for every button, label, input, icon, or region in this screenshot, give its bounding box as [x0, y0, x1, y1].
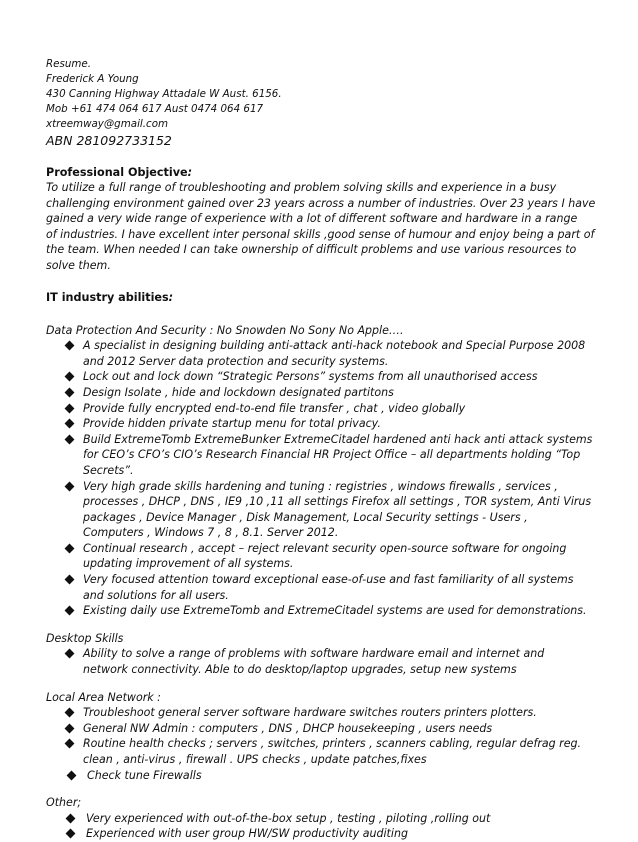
- objective-line: To utilize a full range of troubleshooting and problem solving skills and experience in a busy: [46, 181, 557, 194]
- diamond-bullet-icon: [65, 372, 74, 381]
- bullet-list: [46, 705, 598, 783]
- objective-line: solve them.: [46, 258, 111, 272]
- bullet-item: [46, 369, 598, 385]
- objective-line: of industries. I have excellent inter personal skills ,good sense of humour and enjoy being a part of: [46, 227, 595, 241]
- diamond-bullet-icon: [65, 482, 74, 491]
- bullet-item: [46, 768, 598, 784]
- diamond-bullet-icon: [65, 649, 74, 658]
- bullet-item: [46, 826, 598, 842]
- diamond-bullet-icon: [65, 404, 74, 413]
- bullet-item: [46, 736, 598, 767]
- person-name: Frederick A Young: [46, 73, 139, 85]
- diamond-bullet-icon: [66, 829, 75, 838]
- diamond-bullet-icon: [65, 341, 74, 350]
- skill-group-title: Desktop Skills: [46, 631, 124, 645]
- objective-line: the team. When needed I can take ownership of difficult problems and use various resources to: [46, 243, 577, 257]
- bullet-list: [46, 811, 598, 842]
- bullet-item: [46, 811, 598, 827]
- bullet-line: Very focused attention toward exceptional ease-of-use and fast familiarity of all systems: [83, 573, 574, 587]
- bullet-line: Experienced with user group HW/SW productivity auditing: [86, 827, 408, 841]
- objective-section: [46, 165, 598, 274]
- skill-group-title: Local Area Network :: [46, 690, 161, 704]
- bullet-line: packages , Device Manager , Disk Management, Local Security settings - Users ,: [83, 510, 528, 524]
- bullet-item: [46, 338, 598, 369]
- diamond-bullet-icon: [65, 708, 74, 717]
- skill-group: [46, 631, 598, 678]
- bullet-line: Existing daily use ExtremeTomb and ExtremeCitadel systems are used for demonstrations.: [83, 604, 587, 618]
- diamond-bullet-icon: [65, 606, 74, 615]
- bullet-line: Computers , Windows 7 , 8 , 8.1. Server 2012.: [83, 526, 339, 540]
- bullet-line: Check tune Firewalls: [87, 768, 202, 782]
- objective-line: gained a very wide range of experience with a lot of different software and hardware in a range: [46, 212, 578, 226]
- bullet-line: General NW Admin : computers , DNS , DHCP housekeeping , users needs: [83, 721, 493, 735]
- address: 430 Canning Highway Attadale W Aust. 6156.: [46, 88, 282, 100]
- bullet-line: and solutions for all users.: [83, 588, 229, 602]
- it-abilities-heading-text: IT industry abilities: [46, 290, 169, 304]
- bullet-list: [46, 338, 598, 619]
- bullet-line: Secrets”.: [83, 463, 134, 477]
- it-abilities-section: [46, 290, 598, 842]
- bullet-line: Ability to solve a range of problems with software hardware email and internet and: [83, 647, 545, 661]
- it-abilities-heading-colon: :: [168, 290, 174, 304]
- bullet-item: [46, 705, 598, 721]
- diamond-bullet-icon: [65, 419, 74, 428]
- objective-line: challenging environment gained over 23 years across a number of industries. Over 23 years I have: [46, 196, 596, 210]
- bullet-line: processes , DHCP , DNS , IE9 ,10 ,11 all settings Firefox all settings , TOR system, Anti Virus: [83, 495, 592, 509]
- bullet-line: clean , anti-virus , firewall . UPS checks , update patches,fixes: [83, 753, 427, 766]
- bullet-line: Provide fully encrypted end-to-end file transfer , chat , video globally: [83, 401, 466, 415]
- bullet-line: Lock out and lock down “Strategic Persons” systems from all unauthorised access: [83, 370, 538, 384]
- bullet-line: Very high grade skills hardening and tuning : registries , windows firewalls , services ,: [83, 479, 558, 493]
- bullet-line: A specialist in designing building anti-attack anti-hack notebook and Special Purpose 2008: [83, 339, 586, 353]
- bullet-line: Provide hidden private startup menu for total privacy.: [83, 417, 381, 431]
- bullet-line: Routine health checks ; servers , switches, printers , scanners cabling, regular defrag reg.: [83, 737, 582, 751]
- phone-numbers: Mob +61 474 064 617 Aust 0474 064 617: [46, 103, 264, 115]
- bullet-item: [46, 541, 598, 572]
- diamond-bullet-icon: [65, 724, 74, 733]
- bullet-item: [46, 721, 598, 737]
- objective-paragraph: [46, 180, 598, 274]
- diamond-bullet-icon: [65, 388, 74, 397]
- diamond-bullet-icon: [65, 435, 74, 444]
- objective-heading: [46, 165, 598, 180]
- abn-number: ABN 281092733152: [46, 133, 172, 148]
- bullet-line: Very experienced with out-of-the-box setup , testing , piloting ,rolling out: [86, 811, 491, 825]
- diamond-bullet-icon: [66, 814, 75, 823]
- bullet-item: [46, 385, 598, 401]
- contact-header: [46, 57, 598, 149]
- skill-group: [46, 323, 598, 619]
- skill-groups: [46, 323, 598, 842]
- skill-group: [46, 795, 598, 842]
- bullet-item: [46, 603, 598, 619]
- skill-group: [46, 690, 598, 784]
- diamond-bullet-icon: [67, 771, 76, 780]
- bullet-line: Continual research , accept – reject relevant security open-source software for ongoing: [83, 541, 567, 555]
- bullet-line: Build ExtremeTomb ExtremeBunker ExtremeCitadel hardened anti hack anti attack systems: [83, 432, 593, 446]
- diamond-bullet-icon: [65, 544, 74, 553]
- bullet-item: [46, 432, 598, 479]
- objective-heading-colon: :: [187, 166, 193, 179]
- bullet-item: [46, 572, 598, 603]
- doc-label: Resume.: [46, 58, 92, 70]
- resume-page: [46, 57, 598, 842]
- bullet-line: and 2012 Server data protection and security systems.: [83, 354, 389, 368]
- objective-heading-text: Professional Objective: [46, 166, 188, 179]
- bullet-list: [46, 646, 598, 677]
- diamond-bullet-icon: [65, 575, 74, 584]
- bullet-line: network connectivity. Able to do desktop/laptop upgrades, setup new systems: [83, 663, 517, 677]
- bullet-line: updating improvement of all systems.: [83, 557, 294, 571]
- diamond-bullet-icon: [65, 739, 74, 748]
- email-address: xtreemway@gmail.com: [46, 118, 169, 130]
- bullet-line: Troubleshoot general server software hardware switches routers printers plotters.: [83, 706, 537, 720]
- it-abilities-heading: [46, 290, 598, 305]
- bullet-line: for CEO’s CFO’s CIO’s Research Financial HR Project Office – all departments holding “Top: [83, 448, 581, 462]
- skill-group-title: Other;: [46, 796, 82, 810]
- skill-group-title: Data Protection And Security : No Snowden No Sony No Apple….: [46, 323, 404, 337]
- bullet-line: Design Isolate , hide and lockdown designated partitons: [83, 385, 394, 399]
- bullet-item: [46, 646, 598, 677]
- bullet-item: [46, 401, 598, 417]
- bullet-item: [46, 479, 598, 541]
- bullet-item: [46, 416, 598, 432]
